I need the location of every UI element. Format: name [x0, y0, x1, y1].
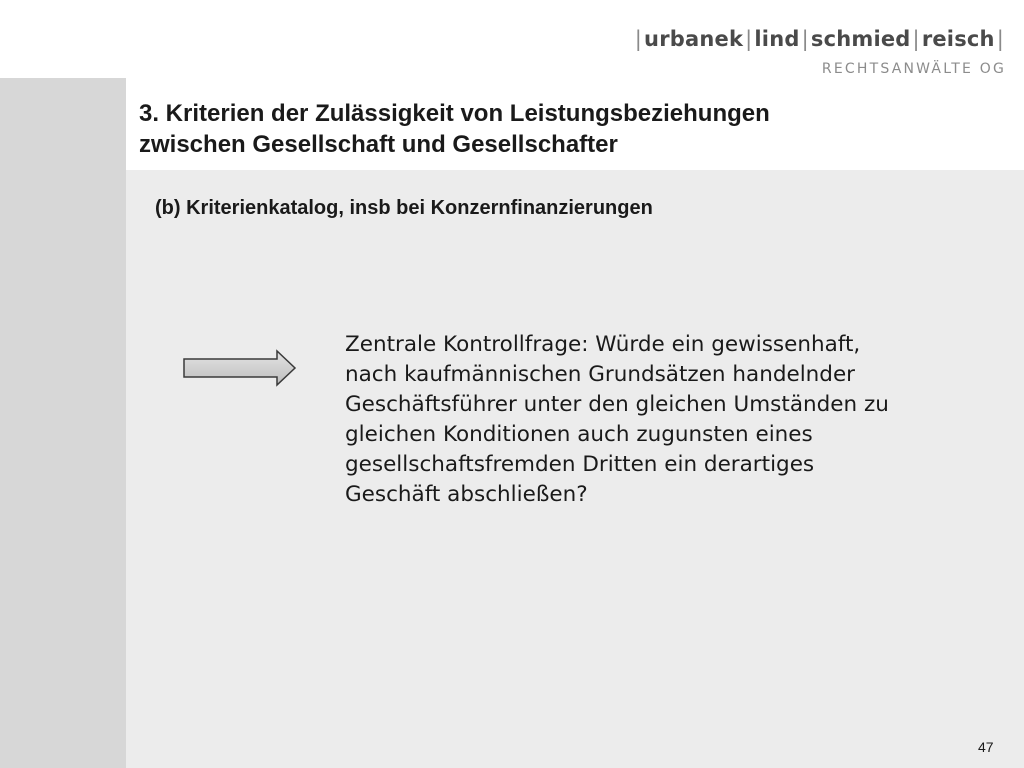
body-line-6: Geschäft abschließen? — [345, 482, 588, 507]
body-line-5: gesellschaftsfremden Dritten ein derartiges — [345, 452, 815, 477]
slide-title-line-2: zwischen Gesellschaft und Gesellschafter — [139, 131, 618, 158]
logo-subtitle: RECHTSANWÄLTE OG — [821, 61, 1006, 77]
slide-subtitle: (b) Kriterienkatalog, insb bei Konzernfinanzierungen — [155, 197, 653, 219]
logo-names: |urbanek|lind|schmied|reisch| — [634, 27, 1004, 51]
body-line-4: gleichen Konditionen auch zugunsten eines — [345, 422, 813, 447]
control-question-text — [345, 330, 1015, 510]
right-arrow-icon — [182, 349, 298, 392]
left-band — [0, 78, 126, 768]
page-number: 47 — [978, 739, 994, 755]
body-line-1: Zentrale Kontrollfrage: Würde ein gewissenhaft, — [345, 332, 861, 357]
body-line-3: Geschäftsführer unter den gleichen Umständen zu — [345, 392, 889, 417]
slide-title-line-1: 3. Kriterien der Zulässigkeit von Leistungsbeziehungen — [139, 100, 770, 127]
firm-logo — [633, 26, 1006, 78]
slide-title — [139, 98, 999, 160]
logo-name-2: lind — [754, 27, 800, 51]
logo-name-1: urbanek — [644, 27, 744, 51]
logo-name-3: schmied — [810, 27, 911, 51]
body-line-2: nach kaufmännischen Grundsätzen handelnder — [345, 362, 856, 387]
logo-name-4: reisch — [921, 27, 995, 51]
